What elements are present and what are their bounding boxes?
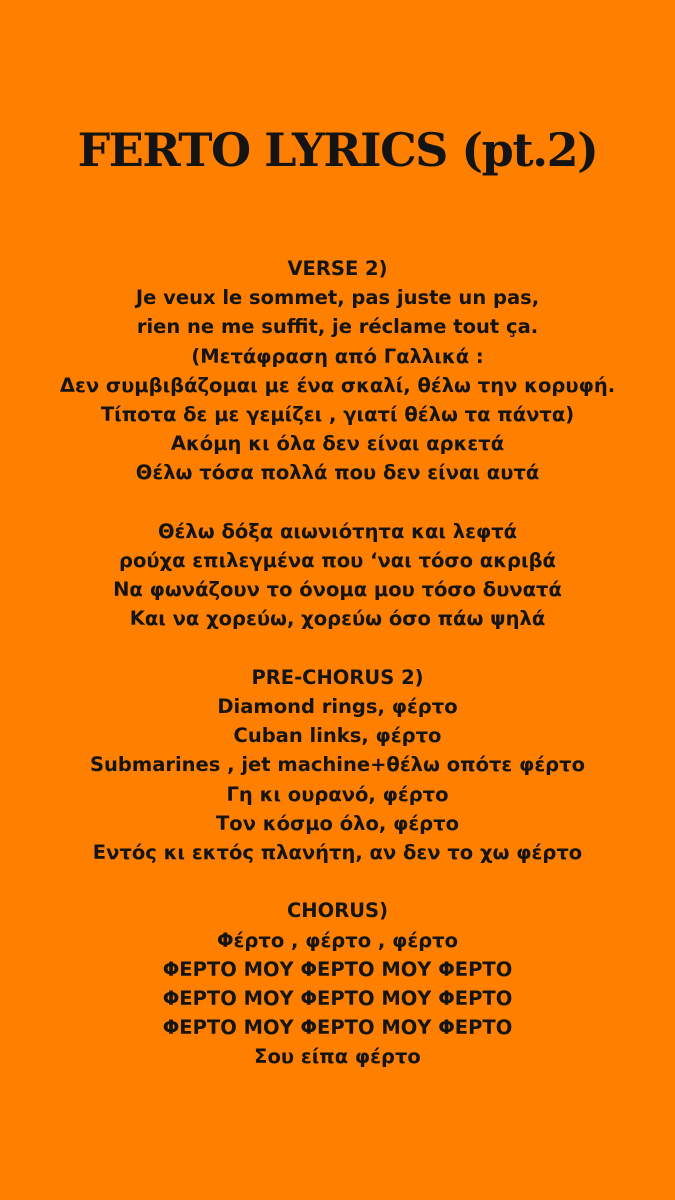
lyric-line: Submarines , jet machine+θέλω οπότε φέρτο (90, 753, 585, 777)
lyric-line: ΦΕΡΤΟ ΜΟΥ ΦΕΡΤΟ ΜΟΥ ΦΕΡΤΟ (162, 957, 513, 981)
lyric-line: Σου είπα φέρτο (254, 1045, 421, 1069)
lyric-line: Δεν συμβιβάζομαι με ένα σκαλί, θέλω την κορυφή. (59, 373, 616, 397)
lyric-line: Je veux le sommet, pas juste un pas, (135, 286, 540, 310)
lyrics-body (0, 254, 675, 1072)
chorus-section (0, 896, 675, 1071)
verse-2-continued-section (0, 517, 675, 634)
lyric-line: Να φωνάζουν το όνομα μου τόσο δυνατά (113, 578, 562, 602)
page-title: FERTO LYRICS (pt.2) (77, 123, 598, 177)
section-heading: CHORUS) (286, 899, 388, 923)
section-heading: VERSE 2) (287, 257, 388, 280)
lyric-line: ρούχα επιλεγμένα που ‘ναι τόσο ακριβά (119, 549, 556, 573)
lyric-line: Diamond rings, φέρτο (217, 695, 458, 719)
lyric-line: rien ne me suffit, je réclame tout ça. (136, 315, 539, 339)
lyric-line: Γη κι ουρανό, φέρτο (226, 782, 449, 806)
lyric-line: Ακόμη κι όλα δεν είναι αρκετά (170, 432, 505, 456)
verse-2-section (0, 254, 675, 488)
lyric-line: ΦΕΡΤΟ ΜΟΥ ΦΕΡΤΟ ΜΟΥ ΦΕΡΤΟ (162, 1016, 513, 1040)
lyric-line: Θέλω δόξα αιωνιότητα και λεφτά (157, 519, 518, 543)
pre-chorus-2-section (0, 663, 675, 867)
lyric-line: Και να χορεύω, χορεύω όσο πάω ψηλά (129, 607, 546, 631)
lyric-line: Θέλω τόσα πολλά που δεν είναι αυτά (135, 461, 540, 485)
lyric-line: Τον κόσμο όλο, φέρτο (216, 811, 459, 835)
lyric-line: Cuban links, φέρτο (233, 724, 442, 748)
section-heading: PRE-CHORUS 2) (251, 665, 424, 689)
lyric-line: Τίποτα δε με γεμίζει , γιατί θέλω τα πάντα) (100, 403, 575, 427)
lyric-line: ΦΕΡΤΟ ΜΟΥ ΦΕΡΤΟ ΜΟΥ ΦΕΡΤΟ (162, 987, 513, 1011)
lyric-line: Φέρτο , φέρτο , φέρτο (216, 928, 459, 952)
lyric-line: (Μετάφραση από Γαλλικά : (191, 344, 484, 368)
lyric-line: Εντός κι εκτός πλανήτη, αν δεν το χω φέρτο (92, 841, 583, 865)
